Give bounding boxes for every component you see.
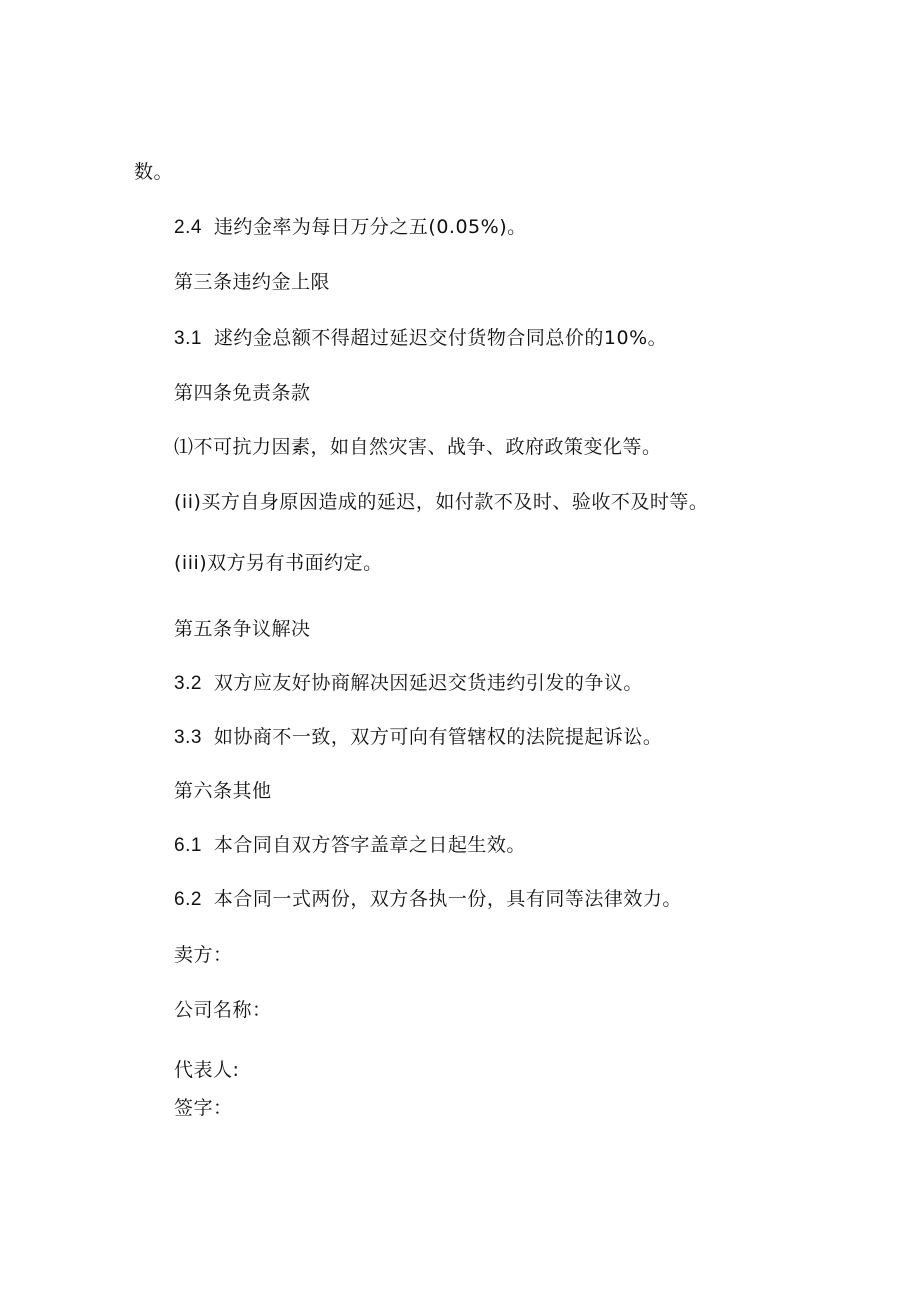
section-heading-3 xyxy=(174,270,330,294)
clause-text: 如协商不一致，双方可向有管辖权的法院提起诉讼。 xyxy=(213,726,663,748)
field-label: 公司名称： xyxy=(174,999,272,1021)
clause-text: 双方应友好协商解决因延迟交货违约引发的争议。 xyxy=(213,672,643,694)
company-name-label xyxy=(174,998,272,1022)
clause-number: 3.2 xyxy=(174,673,202,694)
heading-text: 第五条争议解决 xyxy=(174,618,311,640)
text-line xyxy=(134,160,173,184)
heading-text: 第三条违约金上限 xyxy=(174,271,331,293)
heading-text: 第四条免责条款 xyxy=(174,382,311,404)
field-label: 签字： xyxy=(174,1097,233,1119)
field-label: 卖方： xyxy=(174,944,233,966)
clause-6-1 xyxy=(174,833,526,858)
seller-label xyxy=(174,943,233,967)
section-heading-5 xyxy=(174,617,311,641)
clause-6-2 xyxy=(174,887,682,912)
clause-number: 3.1 xyxy=(174,328,202,349)
clause-text: 违约金率为每日万分之五(0.05%)。 xyxy=(213,216,527,238)
clause-number: 6.2 xyxy=(174,889,202,910)
exemption-item-1 xyxy=(174,435,662,459)
section-heading-6 xyxy=(174,779,272,803)
clause-number: 3.3 xyxy=(174,727,202,748)
heading-text: 第六条其他 xyxy=(174,780,272,802)
clause-number: 2.4 xyxy=(174,217,202,238)
exemption-item-2 xyxy=(174,490,708,514)
section-heading-4 xyxy=(174,381,311,405)
representative-label xyxy=(174,1058,239,1082)
clause-3-2 xyxy=(174,671,643,696)
field-label: 代表人: xyxy=(174,1059,240,1081)
clause-2-4 xyxy=(174,215,527,240)
item-text: (iii)双方另有书面约定。 xyxy=(174,552,383,574)
clause-text: 本合同自双方答字盖章之日起生效。 xyxy=(213,834,526,856)
line-text: 数。 xyxy=(134,161,174,183)
clause-text: 本合同一式两份，双方各执一份，具有同等法律效力。 xyxy=(213,888,682,910)
clause-text: 逑约金总额不得超过延迟交付货物合同总价的10%。 xyxy=(213,327,668,349)
item-text: ⑴不可抗力因素，如自然灾害、战争、政府政策变化等。 xyxy=(174,436,662,458)
item-text: (ii)买方自身原因造成的延迟，如付款不及时、验收不及时等。 xyxy=(174,491,709,513)
clause-3-1 xyxy=(174,326,667,351)
clause-number: 6.1 xyxy=(174,835,202,856)
exemption-item-3 xyxy=(174,551,383,575)
signature-label xyxy=(174,1096,233,1120)
clause-3-3 xyxy=(174,725,662,750)
